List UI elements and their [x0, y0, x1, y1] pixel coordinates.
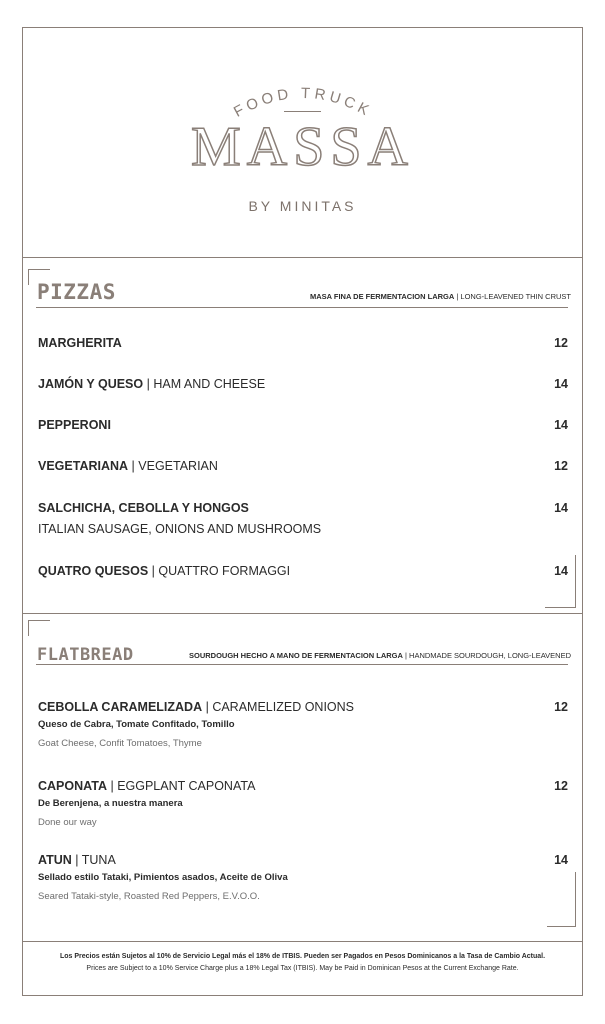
item-name-en: TUNA: [81, 853, 116, 867]
item-description-en: Seared Tataki-style, Roasted Red Peppers, E.V.O.O.: [38, 891, 260, 902]
menu-item: [38, 779, 568, 828]
item-name-en: ITALIAN SAUSAGE, ONIONS AND MUSHROOMS: [38, 522, 322, 536]
item-name: [38, 853, 568, 867]
item-name-es: ATUN: [38, 853, 72, 867]
item-separator: |: [143, 377, 154, 391]
item-name: [38, 501, 568, 515]
brand-name: MASSA: [191, 116, 414, 178]
item-name: [38, 700, 568, 714]
item-description-es: Queso de Cabra, Tomate Confitado, Tomillo: [38, 719, 235, 730]
item-price: 14: [554, 418, 568, 432]
menu-item: [38, 336, 568, 350]
menu-item: [38, 377, 568, 391]
item-description-en: Goat Cheese, Confit Tomatoes, Thyme: [38, 738, 202, 749]
footer-divider: [22, 941, 583, 942]
flatbread-rule: [36, 664, 568, 665]
brand-byline: BY MINITAS: [248, 198, 357, 214]
item-separator: |: [148, 564, 159, 578]
item-name: [38, 564, 568, 578]
item-name-es: JAMÓN Y QUESO: [38, 377, 144, 391]
flatbread-subtitle: SOURDOUGH HECHO A MANO DE FERMENTACION LARGA | HANDMADE SOURDOUGH, LONG-LEAVENED: [189, 651, 571, 660]
item-separator: |: [202, 700, 213, 714]
pizzas-rule: [36, 307, 568, 308]
menu-item: [38, 501, 568, 536]
corner-decoration: [28, 620, 50, 621]
corner-decoration: [28, 269, 38, 285]
item-name-en: VEGETARIAN: [138, 459, 218, 473]
item-name: [38, 418, 568, 432]
item-name-es: CEBOLLA CARAMELIZADA: [38, 700, 203, 714]
pizzas-title: PIZZAS: [37, 280, 116, 304]
item-description-en: Done our way: [38, 817, 97, 828]
item-name-en: CARAMELIZED ONIONS: [212, 700, 354, 714]
menu-item: [38, 418, 568, 432]
item-separator: |: [71, 853, 82, 867]
corner-decoration: [575, 872, 576, 926]
item-name-es: PEPPERONI: [38, 418, 111, 432]
item-name-en: EGGPLANT CAPONATA: [117, 779, 256, 793]
corner-decoration: [28, 269, 50, 270]
item-price: 14: [554, 853, 568, 867]
logo-rule: [284, 111, 321, 112]
corner-decoration: [575, 555, 576, 607]
item-name: [38, 779, 568, 793]
header-divider: [22, 257, 583, 258]
item-description-es: De Berenjena, a nuestra manera: [38, 798, 183, 809]
section-divider: [22, 613, 583, 614]
item-name-es: CAPONATA: [38, 779, 107, 793]
item-name-en: HAM AND CHEESE: [153, 377, 266, 391]
item-price: 12: [554, 336, 568, 350]
item-name: [38, 336, 568, 350]
item-price: 12: [554, 459, 568, 473]
item-price: 12: [554, 700, 568, 714]
item-name-es: SALCHICHA, CEBOLLA Y HONGOS: [38, 501, 249, 515]
item-name-es: VEGETARIANA: [38, 459, 129, 473]
footer-line-en: Prices are Subject to a 10% Service Charge plus a 18% Legal Tax (ITBIS). May be Paid in Dominican Pesos at the Current Exchange Rate.: [86, 965, 519, 972]
footer: [22, 953, 583, 972]
menu-item: [38, 853, 568, 902]
item-separator: |: [128, 459, 139, 473]
corner-decoration: [28, 620, 29, 636]
item-name: [38, 459, 568, 473]
item-separator: |: [106, 779, 118, 793]
item-price: 14: [554, 377, 568, 391]
food-truck-text: FOOD TRUCK: [230, 84, 375, 121]
item-description-es: Sellado estilo Tataki, Pimientos asados, Aceite de Oliva: [38, 872, 288, 883]
item-name-es: QUATRO QUESOS: [38, 564, 149, 578]
logo-header: [22, 27, 583, 257]
menu-item: [38, 700, 568, 749]
item-name: [38, 377, 568, 391]
corner-decoration: [545, 607, 576, 608]
corner-decoration: [547, 926, 576, 927]
menu-item: [38, 564, 568, 578]
footer-line-es: Los Precios están Sujetos al 10% de Servicio Legal más el 18% de ITBIS. Pueden ser Pagados en Pesos Dominicanos a la Tasa de Cambio Actual.: [59, 953, 546, 960]
item-name-es: MARGHERITA: [38, 336, 122, 350]
pizzas-subtitle: MASA FINA DE FERMENTACION LARGA | LONG-LEAVENED THIN CRUST: [309, 292, 571, 301]
item-price: 14: [554, 564, 568, 578]
flatbread-title: FLATBREAD: [37, 645, 134, 665]
item-name-en: QUATTRO FORMAGGI: [158, 564, 291, 578]
menu-item: [38, 459, 568, 473]
item-price: 12: [554, 779, 568, 793]
item-price: 14: [554, 501, 568, 515]
